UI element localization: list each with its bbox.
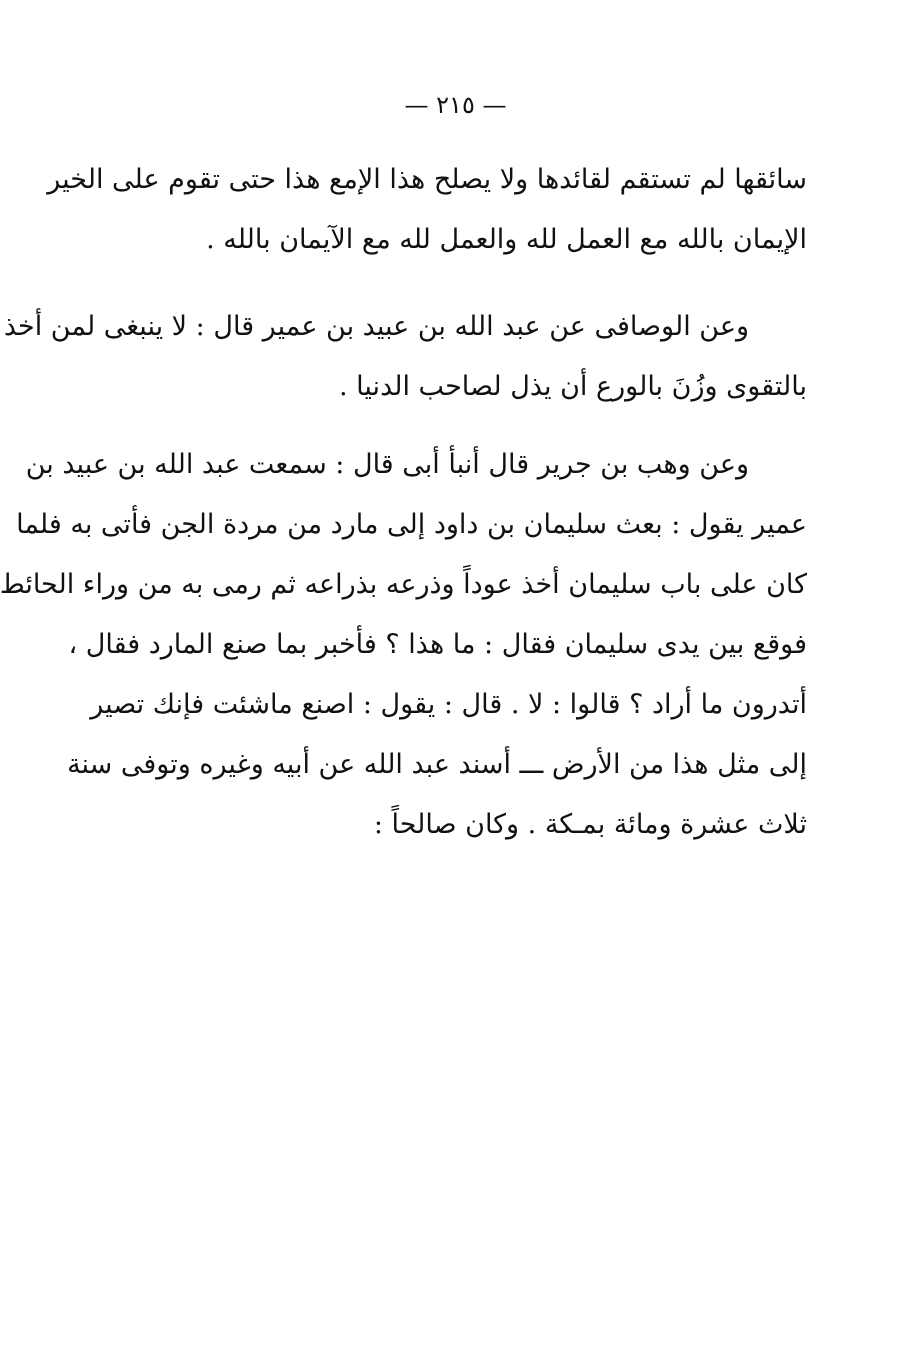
- text-line: فوقع بين يدى سليمان فقال : ما هذا ؟ فأخبر بما صنع المارد فقال ،: [68, 629, 807, 660]
- text-line: أتدرون ما أراد ؟ قالوا : لا . قال : يقول : اصنع ماشئت فإنك تصير: [90, 689, 807, 720]
- text-line: وعن وهب بن جرير قال أنبأ أبى قال : سمعت عبد الله بن عبيد بن: [25, 449, 749, 480]
- page-number: — ٢١٥ —: [404, 91, 507, 119]
- text-line: كان على باب سليمان أخذ عوداً وذرعه بذراعه ثم رمى به من وراء الحائط: [0, 569, 807, 600]
- text-line: وعن الوصافى عن عبد الله بن عبيد بن عمير قال : لا ينبغى لمن أخذ: [3, 311, 749, 342]
- text-line: إلى مثل هذا من الأرض ـــ أسند عبد الله عن أبيه وغيره وتوفى سنة: [67, 749, 807, 780]
- text-line: بالتقوى وزُنَ بالورع أن يذل لصاحب الدنيا .: [339, 371, 807, 402]
- paragraph-2: [3, 297, 807, 417]
- text-line: ثلاث عشرة ومائة بمـكة . وكان صالحاً :: [373, 809, 807, 840]
- paragraph-1: [47, 150, 807, 270]
- paragraph-3: [0, 435, 807, 855]
- text-line: الإيمان بالله مع العمل لله والعمل لله مع الآيمان بالله .: [206, 224, 807, 255]
- text-line: سائقها لم تستقم لقائدها ولا يصلح هذا الإمع هذا حتى تقوم على الخير: [47, 164, 807, 195]
- text-line: عمير يقول : بعث سليمان بن داود إلى مارد من مردة الجن فأتى به فلما: [16, 509, 807, 540]
